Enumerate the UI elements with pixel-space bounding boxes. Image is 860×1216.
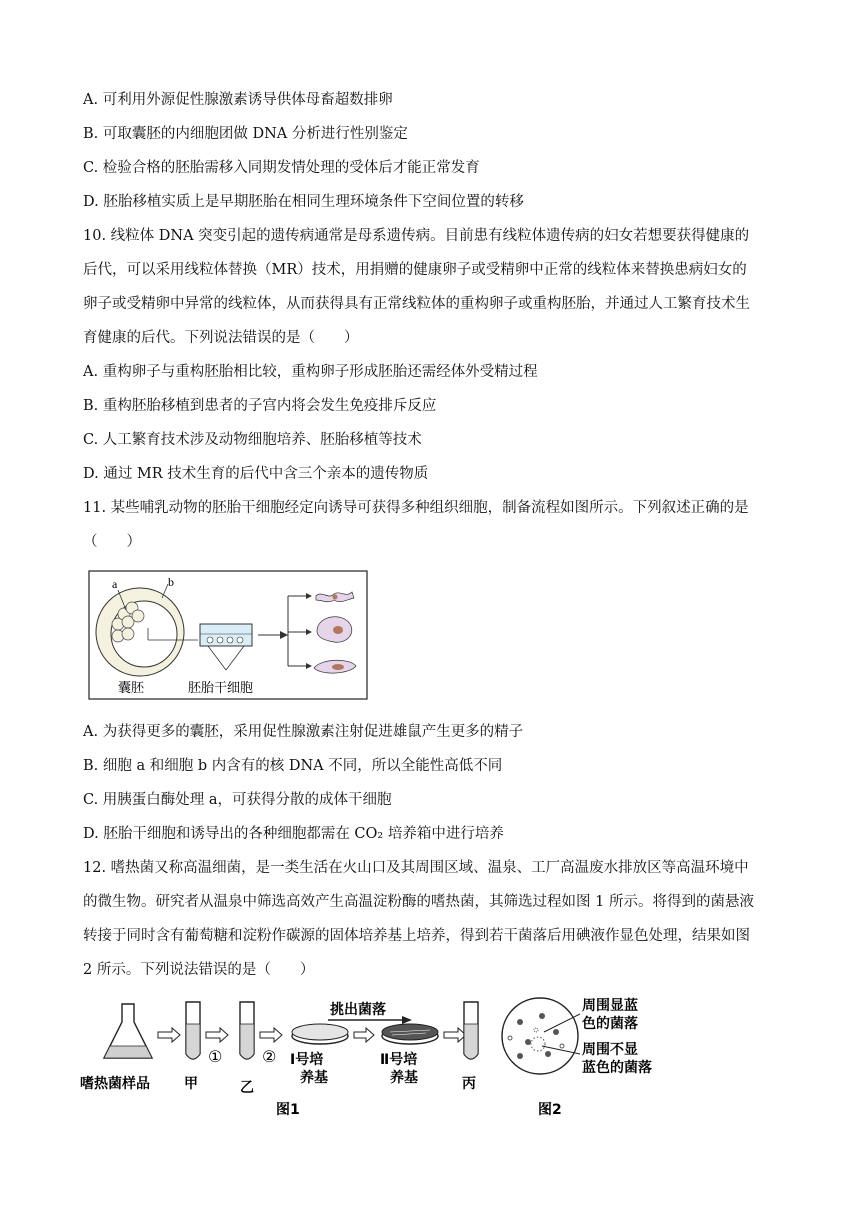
plate-1: [292, 1024, 348, 1044]
q9-option-c: C. 检验合格的胚胎需移入同期发情处理的受体后才能正常发育: [83, 160, 480, 176]
q11-option-d: D. 胚胎干细胞和诱导出的各种细胞都需在 CO₂ 培养箱中进行培养: [83, 826, 504, 842]
q9-option-b: B. 可取囊胚的内细胞团做 DNA 分析进行性别鉴定: [83, 126, 408, 142]
label-b: b: [168, 575, 174, 589]
tube-jia: [186, 1002, 200, 1059]
q12-figure: [80, 992, 680, 1122]
plate-2: [382, 1024, 438, 1044]
flask-drawing: [104, 1004, 152, 1058]
label-noblue-l2: 蓝色的菌落: [582, 1060, 652, 1076]
q9-option-d: D. 胚胎移植实质上是早期胚胎在相同生理环境条件下空间位置的转移: [83, 194, 524, 210]
label-sample: 嗜热菌样品: [80, 1076, 150, 1092]
label-a: a: [112, 577, 118, 591]
q10-option-d: D. 通过 MR 技术生育的后代中含三个亲本的遗传物质: [83, 466, 429, 482]
q11-option-a: A. 为获得更多的囊胚，采用促性腺激素注射促进雄鼠产生更多的精子: [83, 724, 524, 740]
step-2: ②: [262, 1047, 277, 1066]
label-blue-l1: 周围显蓝: [582, 998, 638, 1014]
q11-stem-line: 11. 某些哺乳动物的胚胎干细胞经定向诱导可获得多种组织细胞，制备流程如图所示。下列叙述正确的是: [83, 500, 749, 516]
label-noblue-l1: 周围不显: [582, 1042, 638, 1058]
q10-option-c: C. 人工繁育技术涉及动物细胞培养、胚胎移植等技术: [83, 432, 422, 448]
q11-option-c: C. 用胰蛋白酶处理 a，可获得分散的成体干细胞: [83, 792, 392, 808]
pick-colony-label: 挑出菌落: [330, 1002, 386, 1018]
q10-stem-line: 后代，可以采用线粒体替换（MR）技术，用捐赠的健康卵子或受精卵中正常的线粒体来替换患病妇女的: [83, 262, 747, 278]
q11-figure: [88, 570, 368, 700]
label-jia: 甲: [184, 1076, 198, 1092]
label-medium2-l1: Ⅱ号培: [380, 1052, 418, 1068]
q10-stem-line: 10. 线粒体 DNA 突变引起的遗传病通常是母系遗传病。目前患有线粒体遗传病的妇女若想要获得健康的: [83, 228, 750, 244]
label-medium1-l2: 养基: [300, 1070, 328, 1086]
label-blue-l2: 色的菌落: [582, 1016, 638, 1032]
q10-stem-line: 育健康的后代。下列说法错误的是（ ）: [83, 330, 359, 346]
q11-option-b: B. 细胞 a 和细胞 b 内含有的核 DNA 不同，所以全能性高低不同: [83, 758, 503, 774]
q11-stem-line: （ ）: [83, 534, 141, 550]
q10-stem-line: 卵子或受精卵中异常的线粒体，从而获得具有正常线粒体的重构卵子或重构胚胎，并通过人工繁育技术生: [83, 296, 750, 312]
label-medium2-l2: 养基: [390, 1070, 418, 1086]
q10-option-b: B. 重构胚胎移植到患者的子宫内将会发生免疫排斥反应: [83, 398, 437, 414]
label-yi: 乙: [240, 1080, 254, 1096]
iodine-plate: [502, 998, 580, 1074]
label-stem-cells: 胚胎干细胞: [188, 681, 254, 696]
q12-stem-line: 12. 嗜热菌又称高温细菌，是一类生活在火山口及其周围区域、温泉、工厂高温废水排放区等高温环境中: [83, 860, 749, 876]
q10-option-a: A. 重构卵子与重构胚胎相比较，重构卵子形成胚胎还需经体外受精过程: [83, 364, 538, 380]
tube-bing: [464, 1002, 478, 1059]
q12-stem-line: 的微生物。研究者从温泉中筛选高效产生高温淀粉酶的嗜热菌，其筛选过程如图 1 所示。将得到的菌悬液: [83, 894, 754, 910]
q9-option-a: A. 可利用外源促性腺激素诱导供体母畜超数排卵: [83, 92, 393, 108]
label-blastocyst: 囊胚: [118, 681, 145, 696]
q12-stem-line: 转接于同时含有葡萄糖和淀粉作碳源的固体培养基上培养，得到若干菌落后用碘液作显色处理，结果如图: [83, 928, 750, 944]
step-1: ①: [208, 1047, 223, 1066]
tube-yi: [240, 1002, 254, 1059]
label-bing: 丙: [462, 1076, 476, 1092]
q12-stem-line: 2 所示。下列说法错误的是（ ）: [83, 962, 315, 978]
label-fig1: 图1: [276, 1102, 300, 1118]
label-medium1-l1: Ⅰ号培: [290, 1052, 324, 1068]
label-fig2: 图2: [538, 1102, 562, 1118]
